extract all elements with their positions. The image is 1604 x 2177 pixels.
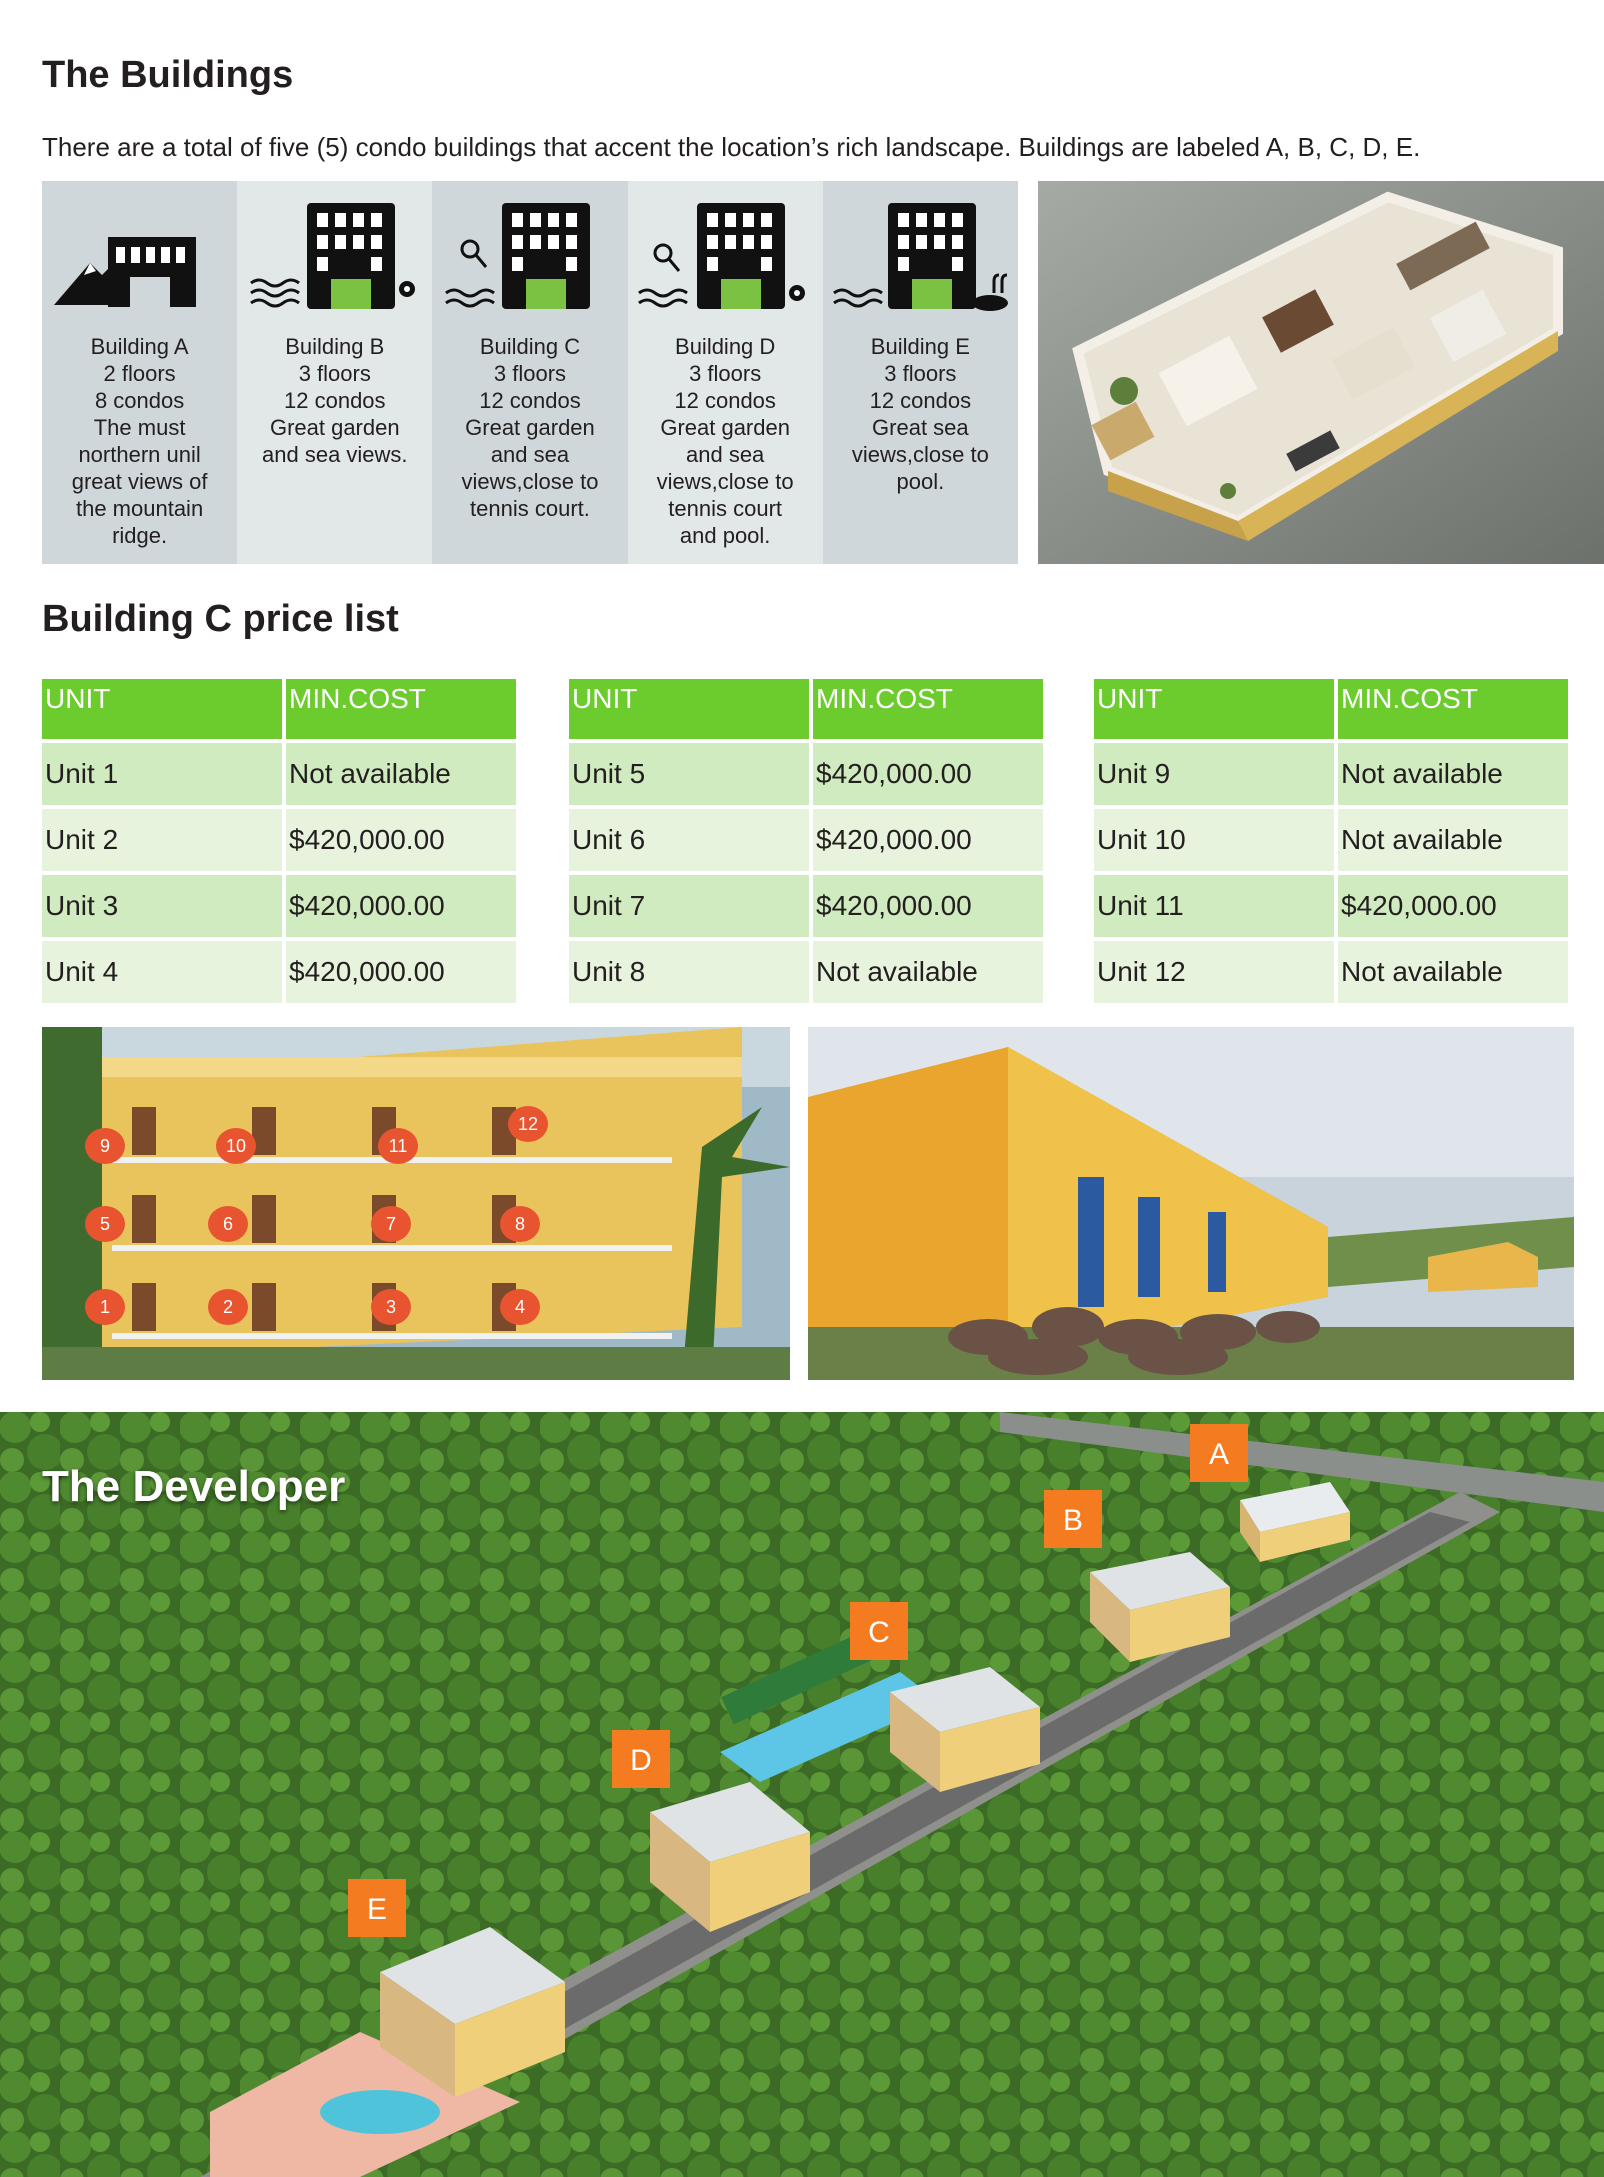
unit-cell: Unit 10: [1094, 809, 1334, 871]
price-table-3: [1090, 675, 1572, 1007]
cost-cell: Not available: [1338, 809, 1568, 871]
building-label-d: D: [630, 1744, 652, 1777]
table-row: [1094, 941, 1568, 1003]
building-exterior-photo: [808, 1027, 1574, 1380]
cost-cell: $420,000.00: [286, 875, 516, 937]
unit-marker-10: 10: [225, 1136, 247, 1156]
unit-cell: Unit 6: [569, 809, 809, 871]
cost-cell: $420,000.00: [286, 941, 516, 1003]
unit-cell: Unit 7: [569, 875, 809, 937]
building-card-b: [237, 181, 432, 564]
table-row: [1094, 809, 1568, 871]
unit-marker-6: 6: [222, 1214, 234, 1234]
building-mountain-icon: [50, 193, 230, 323]
building-card-e: [823, 181, 1018, 564]
building-label-c: C: [868, 1616, 890, 1649]
cost-cell: $420,000.00: [813, 743, 1043, 805]
table-row: [42, 875, 516, 937]
building-label-e: E: [366, 1893, 388, 1926]
table-row: [42, 941, 516, 1003]
price-table-1: [38, 675, 520, 1007]
building-card-c: [432, 181, 627, 564]
unit-marker-4: 4: [514, 1297, 526, 1317]
table-row: [1094, 743, 1568, 805]
unit-cell: Unit 3: [42, 875, 282, 937]
building-a-description: Building A 2 floors 8 condos The must northern unil great views of the mountain ridge.: [71, 334, 208, 548]
unit-cell: Unit 12: [1094, 941, 1334, 1003]
building-tennis-sea-icon: [440, 193, 620, 323]
unit-cell: Unit 2: [42, 809, 282, 871]
table-row: [569, 875, 1043, 937]
unit-marker-8: 8: [514, 1214, 526, 1234]
building-units-photo: [42, 1027, 790, 1380]
price-list-heading: Building C price list: [42, 598, 399, 640]
building-pool-sea-icon: [830, 193, 1010, 323]
unit-cell: Unit 9: [1094, 743, 1334, 805]
unit-cell: Unit 8: [569, 941, 809, 1003]
floor-plan-image: [1038, 181, 1604, 564]
unit-marker-11: 11: [388, 1136, 408, 1156]
unit-marker-9: 9: [99, 1136, 111, 1156]
table-row: [42, 809, 516, 871]
building-c-description: Building C 3 floors 12 condos Great garden and sea views,close to tennis court.: [461, 334, 599, 521]
building-d-description: Building D 3 floors 12 condos Great garden and sea views,close to tennis court and pool.: [656, 334, 794, 548]
aerial-site-photo: [0, 1412, 1604, 2177]
table-row: [569, 743, 1043, 805]
building-tennis-pool-icon: [635, 193, 815, 323]
unit-header: UNIT: [569, 679, 809, 739]
unit-cell: Unit 5: [569, 743, 809, 805]
unit-marker-5: 5: [99, 1214, 111, 1234]
unit-marker-1: 1: [99, 1297, 111, 1317]
unit-marker-3: 3: [385, 1297, 397, 1317]
unit-cell: Unit 11: [1094, 875, 1334, 937]
building-card-a: [42, 181, 237, 564]
building-e-description: Building E 3 floors 12 condos Great sea views,close to pool.: [851, 334, 989, 494]
cost-cell: Not available: [813, 941, 1043, 1003]
table-row: [42, 743, 516, 805]
building-label-b: B: [1062, 1504, 1084, 1537]
building-label-a: A: [1208, 1438, 1230, 1471]
unit-header: UNIT: [1094, 679, 1334, 739]
building-b-description: Building B 3 floors 12 condos Great garden and sea views.: [262, 334, 408, 467]
building-card-d: [628, 181, 823, 564]
buildings-intro: There are a total of five (5) condo buildings that accent the location’s rich landscape. Buildings are labeled A, B, C, D, E.: [42, 132, 1421, 162]
unit-marker-12: 12: [517, 1114, 539, 1134]
table-row: [1094, 875, 1568, 937]
unit-header: UNIT: [42, 679, 282, 739]
cost-cell: $420,000.00: [813, 809, 1043, 871]
cost-cell: Not available: [1338, 941, 1568, 1003]
table-row: [569, 941, 1043, 1003]
min-cost-header: MIN.COST: [813, 679, 1043, 739]
unit-marker-7: 7: [385, 1214, 397, 1234]
building-cards: [42, 181, 1018, 564]
min-cost-header: MIN.COST: [286, 679, 516, 739]
unit-marker-2: 2: [222, 1297, 234, 1317]
cost-cell: $420,000.00: [286, 809, 516, 871]
min-cost-header: MIN.COST: [1338, 679, 1568, 739]
building-garden-sea-icon: [245, 193, 425, 323]
cost-cell: $420,000.00: [813, 875, 1043, 937]
buildings-heading: The Buildings: [42, 54, 294, 96]
unit-cell: Unit 1: [42, 743, 282, 805]
cost-cell: $420,000.00: [1338, 875, 1568, 937]
price-table-2: [565, 675, 1047, 1007]
table-row: [569, 809, 1043, 871]
cost-cell: Not available: [286, 743, 516, 805]
unit-cell: Unit 4: [42, 941, 282, 1003]
developer-heading: The Developer: [42, 1462, 346, 1511]
cost-cell: Not available: [1338, 743, 1568, 805]
